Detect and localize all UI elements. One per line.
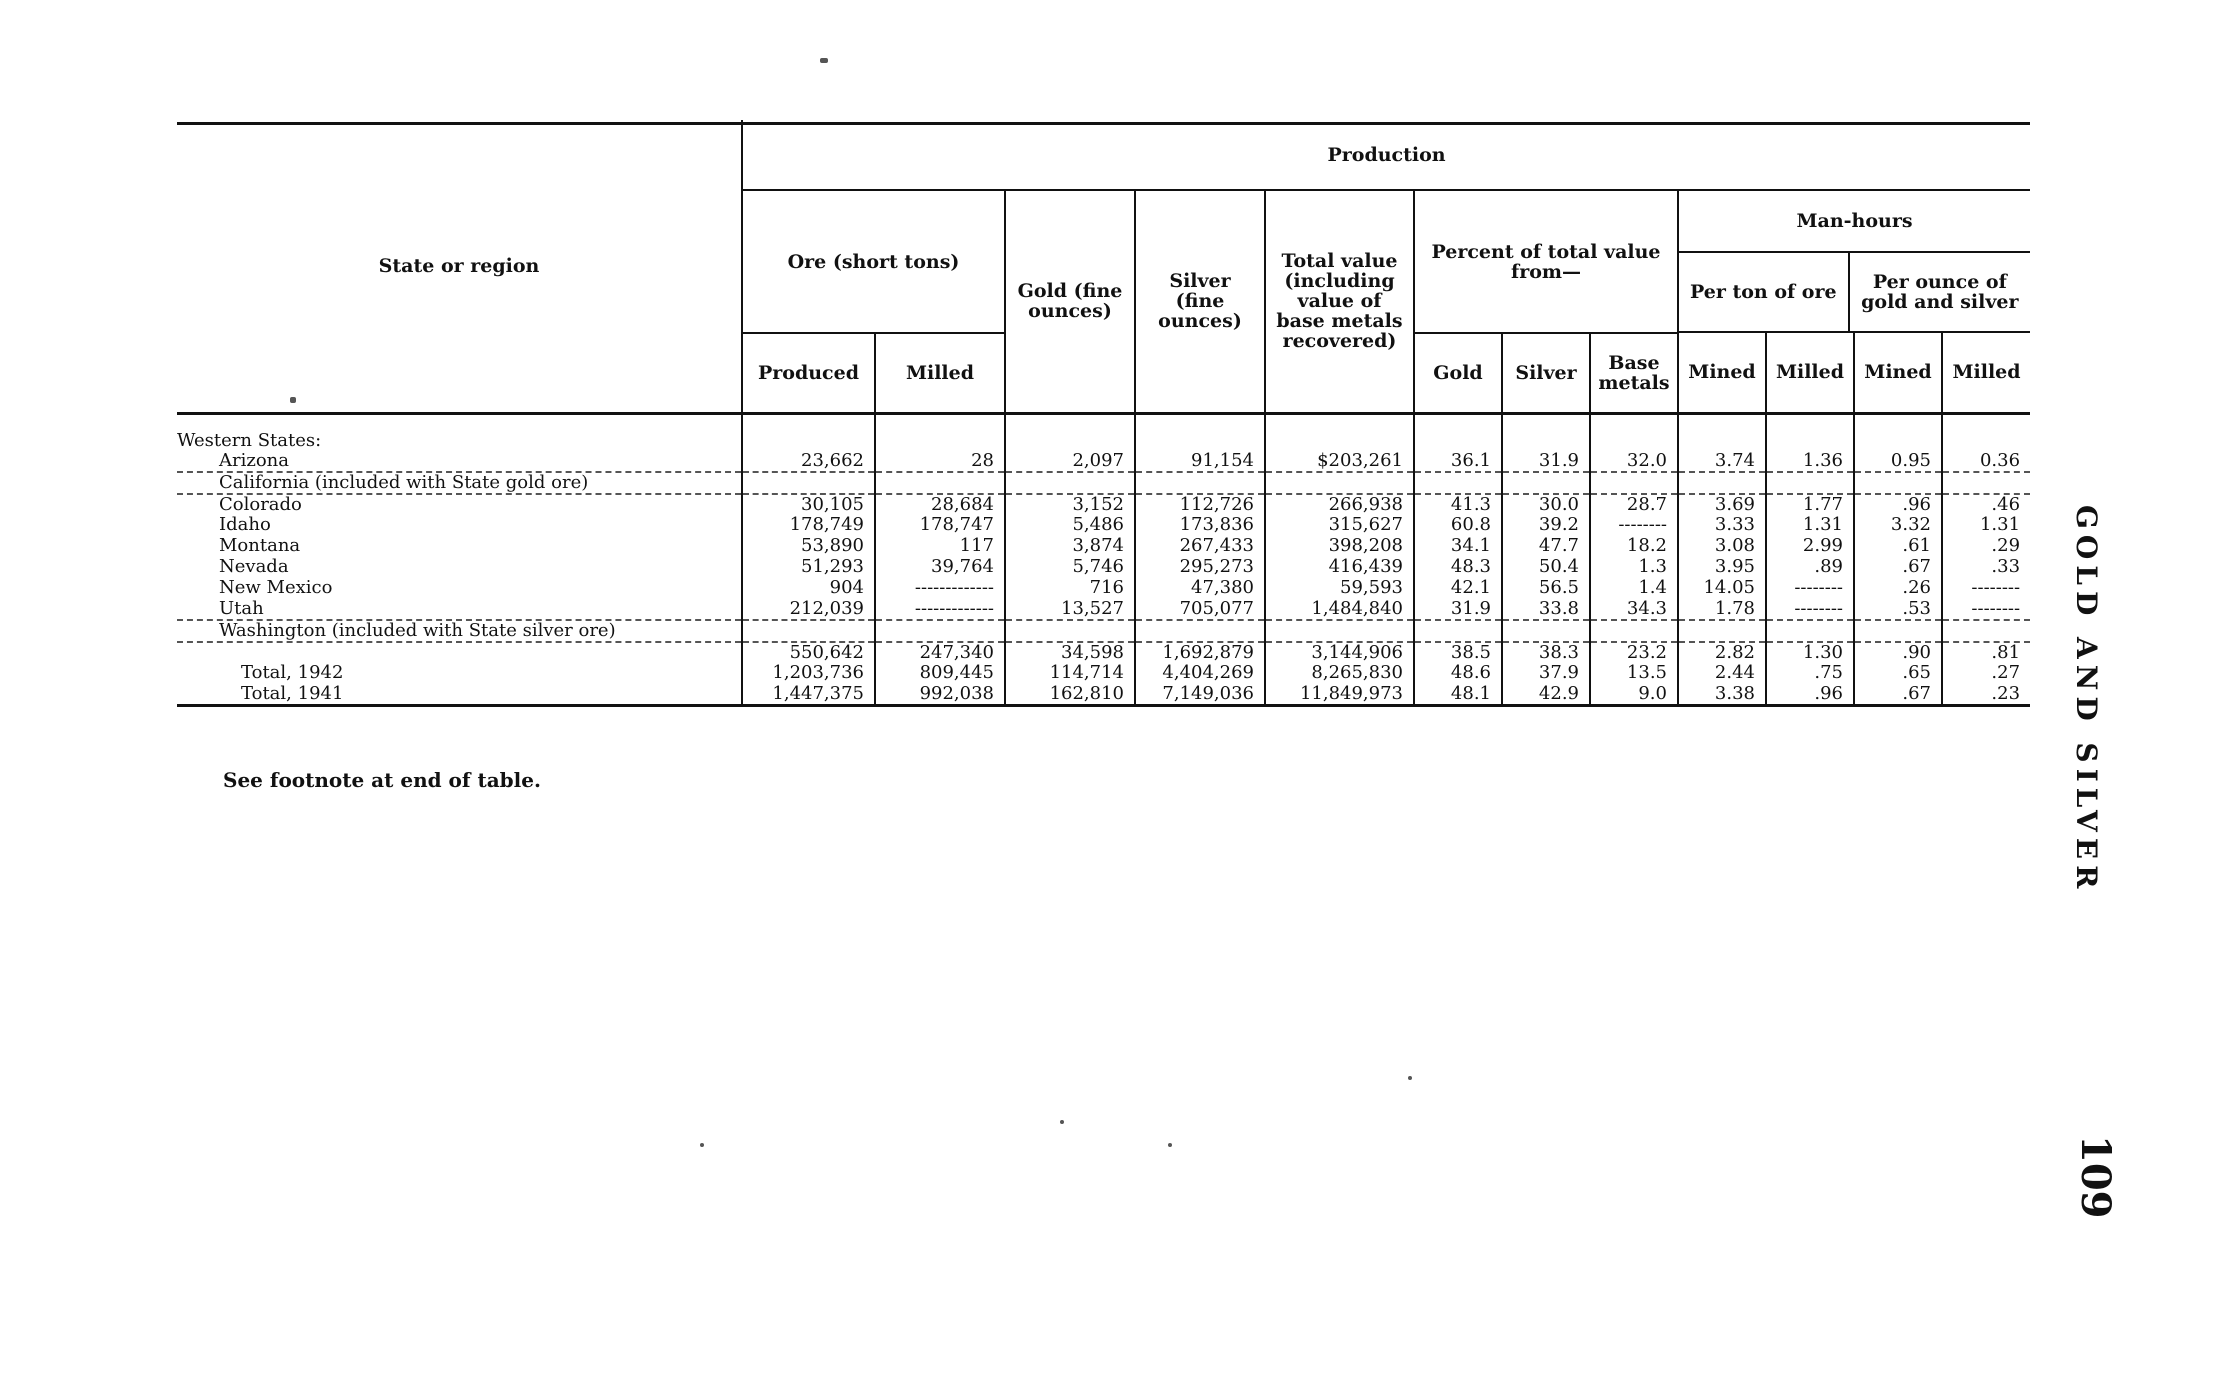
ore-produced: 23,662 xyxy=(742,451,875,472)
mined-per-ton xyxy=(1678,620,1766,642)
gold-ounces: 3,874 xyxy=(1005,536,1135,557)
ore-produced xyxy=(742,620,875,642)
gold-ounces: 3,152 xyxy=(1005,494,1135,515)
silver-ounces: 173,836 xyxy=(1135,515,1265,536)
mined-per-ton: 3.08 xyxy=(1678,536,1766,557)
table-row xyxy=(177,578,2030,599)
total-row xyxy=(177,663,2030,684)
total-value: 266,938 xyxy=(1265,494,1414,515)
silver-ounces: 47,380 xyxy=(1135,578,1265,599)
pct-gold: 48.6 xyxy=(1414,663,1502,684)
mined-per-ton: 2.82 xyxy=(1678,642,1766,663)
milled-per-ounce xyxy=(1942,472,2030,494)
ore-produced: 1,203,736 xyxy=(742,663,875,684)
row-label: Montana xyxy=(219,535,301,556)
gold-ounces: 5,746 xyxy=(1005,557,1135,578)
table-row xyxy=(177,494,2030,515)
row-label: Idaho xyxy=(219,514,271,535)
pct-silver: 31.9 xyxy=(1502,451,1590,472)
pct-gold xyxy=(1414,620,1502,642)
milled-per-ton: .96 xyxy=(1766,684,1854,706)
pct-gold: 48.1 xyxy=(1414,684,1502,706)
header-pct-silver: Silver xyxy=(1502,333,1590,413)
header-per-ton: Per ton of ore xyxy=(1679,253,1848,333)
mined-per-ton: 3.33 xyxy=(1678,515,1766,536)
pct-silver: 50.4 xyxy=(1502,557,1590,578)
milled-per-ounce: .46 xyxy=(1942,494,2030,515)
silver-ounces: 1,692,879 xyxy=(1135,642,1265,663)
milled-per-ounce: .81 xyxy=(1942,642,2030,663)
row-label: New Mexico xyxy=(219,577,333,598)
header-man-hours: Man-hours xyxy=(1679,191,2030,253)
total-value: 315,627 xyxy=(1265,515,1414,536)
pct-base: 23.2 xyxy=(1590,642,1678,663)
mined-per-ton: 14.05 xyxy=(1678,578,1766,599)
mined-per-ounce: .90 xyxy=(1854,642,1942,663)
milled-per-ton xyxy=(1766,472,1854,494)
mined-per-ton: 3.38 xyxy=(1678,684,1766,706)
header-production: Production xyxy=(742,120,2030,190)
gold-ounces: 13,527 xyxy=(1005,599,1135,620)
total-value: 3,144,906 xyxy=(1265,642,1414,663)
header-ore: Ore (short tons) xyxy=(742,190,1005,333)
gold-ounces: 716 xyxy=(1005,578,1135,599)
header-per-ounce: Per ounce of gold and silver xyxy=(1848,253,2031,333)
row-label: Nevada xyxy=(219,556,289,577)
ore-produced: 212,039 xyxy=(742,599,875,620)
pct-base xyxy=(1590,472,1678,494)
milled-per-ounce: .27 xyxy=(1942,663,2030,684)
mined-per-ounce: .67 xyxy=(1854,557,1942,578)
milled-per-ounce: 0.36 xyxy=(1942,451,2030,472)
pct-base xyxy=(1590,620,1678,642)
speck xyxy=(700,1143,704,1147)
silver-ounces: 7,149,036 xyxy=(1135,684,1265,706)
milled-per-ounce: -------- xyxy=(1942,599,2030,620)
ore-milled: ------------- xyxy=(875,578,1005,599)
ore-milled: 28,684 xyxy=(875,494,1005,515)
total-value xyxy=(1265,472,1414,494)
speck xyxy=(820,58,828,63)
silver-ounces: 91,154 xyxy=(1135,451,1265,472)
milled-per-ton: 1.36 xyxy=(1766,451,1854,472)
gold-ounces: 34,598 xyxy=(1005,642,1135,663)
milled-per-ounce: .33 xyxy=(1942,557,2030,578)
ore-produced: 550,642 xyxy=(742,642,875,663)
mined-per-ton: 2.44 xyxy=(1678,663,1766,684)
pct-silver: 37.9 xyxy=(1502,663,1590,684)
mined-per-ton: 1.78 xyxy=(1678,599,1766,620)
table-row xyxy=(177,536,2030,557)
speck xyxy=(1060,1120,1064,1124)
total-value: $203,261 xyxy=(1265,451,1414,472)
gold-ounces: 2,097 xyxy=(1005,451,1135,472)
milled-per-ounce: -------- xyxy=(1942,578,2030,599)
mined-per-ounce: .26 xyxy=(1854,578,1942,599)
total-row xyxy=(177,642,2030,663)
gold-ounces: 114,714 xyxy=(1005,663,1135,684)
ore-milled: 809,445 xyxy=(875,663,1005,684)
pct-silver: 56.5 xyxy=(1502,578,1590,599)
total-value: 1,484,840 xyxy=(1265,599,1414,620)
pct-gold: 48.3 xyxy=(1414,557,1502,578)
header-gold: Gold (fine ounces) xyxy=(1005,190,1135,413)
production-table-container xyxy=(177,120,2030,707)
silver-ounces xyxy=(1135,472,1265,494)
ore-milled: 28 xyxy=(875,451,1005,472)
milled-per-ounce: .29 xyxy=(1942,536,2030,557)
ore-produced: 30,105 xyxy=(742,494,875,515)
row-label: Arizona xyxy=(219,450,290,471)
pct-silver: 39.2 xyxy=(1502,515,1590,536)
pct-gold: 36.1 xyxy=(1414,451,1502,472)
table-body xyxy=(177,413,2030,705)
header-mined-ounce: Mined xyxy=(1854,333,1942,413)
silver-ounces: 705,077 xyxy=(1135,599,1265,620)
pct-gold: 31.9 xyxy=(1414,599,1502,620)
milled-per-ton: 2.99 xyxy=(1766,536,1854,557)
row-label: California (included with State gold ore) xyxy=(177,472,742,494)
pct-gold: 38.5 xyxy=(1414,642,1502,663)
milled-per-ton: 1.31 xyxy=(1766,515,1854,536)
milled-per-ton: .75 xyxy=(1766,663,1854,684)
pct-base: 1.3 xyxy=(1590,557,1678,578)
mined-per-ton xyxy=(1678,472,1766,494)
milled-per-ton: 1.77 xyxy=(1766,494,1854,515)
pct-silver: 38.3 xyxy=(1502,642,1590,663)
pct-gold xyxy=(1414,472,1502,494)
ore-milled: 117 xyxy=(875,536,1005,557)
silver-ounces: 112,726 xyxy=(1135,494,1265,515)
gold-ounces: 162,810 xyxy=(1005,684,1135,706)
pct-base: 1.4 xyxy=(1590,578,1678,599)
ore-milled: 247,340 xyxy=(875,642,1005,663)
production-table xyxy=(177,120,2030,707)
pct-gold: 41.3 xyxy=(1414,494,1502,515)
group-label: Western States: xyxy=(177,429,322,451)
mined-per-ton: 3.95 xyxy=(1678,557,1766,578)
header-total-value: Total value (including value of base metals recovered) xyxy=(1265,190,1414,413)
ore-produced: 51,293 xyxy=(742,557,875,578)
pct-base: 34.3 xyxy=(1590,599,1678,620)
table-row xyxy=(177,557,2030,578)
pct-gold: 34.1 xyxy=(1414,536,1502,557)
pct-base: 32.0 xyxy=(1590,451,1678,472)
row-label: Total, 1941 xyxy=(177,684,742,706)
ore-produced: 1,447,375 xyxy=(742,684,875,706)
ore-produced: 904 xyxy=(742,578,875,599)
ore-milled: 39,764 xyxy=(875,557,1005,578)
gold-ounces xyxy=(1005,472,1135,494)
pct-silver: 42.9 xyxy=(1502,684,1590,706)
speck xyxy=(290,397,296,403)
ore-milled: ------------- xyxy=(875,599,1005,620)
milled-per-ounce: .23 xyxy=(1942,684,2030,706)
row-label: Washington (included with State silver ore) xyxy=(177,620,742,642)
milled-per-ton xyxy=(1766,620,1854,642)
footnote: See footnote at end of table. xyxy=(223,768,541,792)
total-value: 8,265,830 xyxy=(1265,663,1414,684)
pct-base: 9.0 xyxy=(1590,684,1678,706)
pct-gold: 42.1 xyxy=(1414,578,1502,599)
speck xyxy=(1408,1076,1412,1080)
total-value: 416,439 xyxy=(1265,557,1414,578)
pct-base: 13.5 xyxy=(1590,663,1678,684)
pct-silver xyxy=(1502,620,1590,642)
row-label: Utah xyxy=(219,598,264,619)
mined-per-ounce: .53 xyxy=(1854,599,1942,620)
milled-per-ounce xyxy=(1942,620,2030,642)
row-label: Total, 1942 xyxy=(241,662,344,683)
gold-ounces xyxy=(1005,620,1135,642)
row-label: Colorado xyxy=(177,494,742,515)
milled-per-ton: -------- xyxy=(1766,578,1854,599)
table-row xyxy=(177,472,2030,494)
speck xyxy=(1168,1143,1172,1147)
header-percent: Percent of total value from— xyxy=(1414,190,1678,333)
pct-base: -------- xyxy=(1590,515,1678,536)
pct-silver: 30.0 xyxy=(1502,494,1590,515)
ore-milled xyxy=(875,620,1005,642)
milled-per-ton: .89 xyxy=(1766,557,1854,578)
gold-ounces: 5,486 xyxy=(1005,515,1135,536)
ore-milled: 992,038 xyxy=(875,684,1005,706)
total-value: 59,593 xyxy=(1265,578,1414,599)
milled-per-ton: 1.30 xyxy=(1766,642,1854,663)
header-man-hours-sub xyxy=(1679,253,2030,333)
mined-per-ounce xyxy=(1854,620,1942,642)
header-man-hours-group xyxy=(1678,190,2030,333)
header-milled: Milled xyxy=(875,333,1005,413)
row-label xyxy=(177,642,742,663)
silver-ounces: 295,273 xyxy=(1135,557,1265,578)
pct-silver xyxy=(1502,472,1590,494)
pct-silver: 33.8 xyxy=(1502,599,1590,620)
ore-milled xyxy=(875,472,1005,494)
page-number: 109 xyxy=(2072,1135,2119,1219)
header-pct-base: Base metals xyxy=(1590,333,1678,413)
mined-per-ounce: .65 xyxy=(1854,663,1942,684)
mined-per-ounce: 0.95 xyxy=(1854,451,1942,472)
header-milled-ounce: Milled xyxy=(1942,333,2030,413)
pct-gold: 60.8 xyxy=(1414,515,1502,536)
mined-per-ounce: .61 xyxy=(1854,536,1942,557)
total-value: 398,208 xyxy=(1265,536,1414,557)
table-row xyxy=(177,451,2030,472)
header-produced: Produced xyxy=(742,333,875,413)
silver-ounces xyxy=(1135,620,1265,642)
header-silver: Silver (fine ounces) xyxy=(1135,190,1265,413)
mined-per-ounce: .96 xyxy=(1854,494,1942,515)
header-mined-ton: Mined xyxy=(1678,333,1766,413)
mined-per-ounce xyxy=(1854,472,1942,494)
milled-per-ton: -------- xyxy=(1766,599,1854,620)
ore-produced: 178,749 xyxy=(742,515,875,536)
table-row xyxy=(177,599,2030,620)
header-state-or-region: State or region xyxy=(177,120,742,413)
total-value: 11,849,973 xyxy=(1265,684,1414,706)
total-value xyxy=(1265,620,1414,642)
table-row xyxy=(177,515,2030,536)
ore-produced xyxy=(742,472,875,494)
header-pct-gold: Gold xyxy=(1414,333,1502,413)
milled-per-ounce: 1.31 xyxy=(1942,515,2030,536)
header-milled-ton: Milled xyxy=(1766,333,1854,413)
mined-per-ton: 3.74 xyxy=(1678,451,1766,472)
running-title: GOLD AND SILVER xyxy=(2070,505,2103,895)
total-row xyxy=(177,684,2030,706)
pct-silver: 47.7 xyxy=(1502,536,1590,557)
table-row xyxy=(177,620,2030,642)
mined-per-ounce: 3.32 xyxy=(1854,515,1942,536)
mined-per-ton: 3.69 xyxy=(1678,494,1766,515)
ore-produced: 53,890 xyxy=(742,536,875,557)
silver-ounces: 267,433 xyxy=(1135,536,1265,557)
pct-base: 28.7 xyxy=(1590,494,1678,515)
pct-base: 18.2 xyxy=(1590,536,1678,557)
mined-per-ounce: .67 xyxy=(1854,684,1942,706)
silver-ounces: 4,404,269 xyxy=(1135,663,1265,684)
ore-milled: 178,747 xyxy=(875,515,1005,536)
